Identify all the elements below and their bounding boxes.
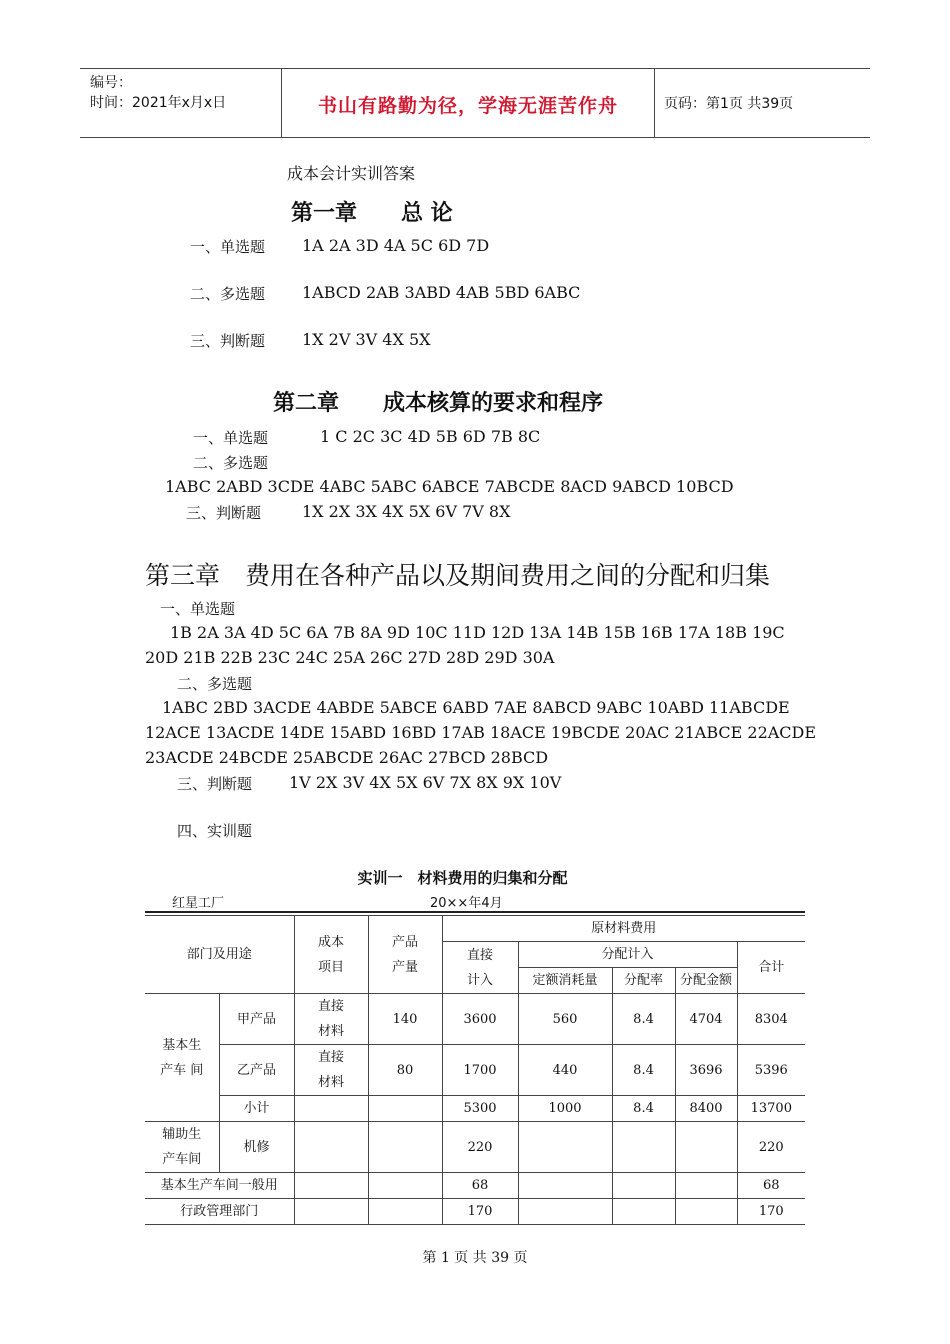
header-motto: 书山有路勤为径，学海无涯苦作舟 [317,95,618,117]
row-total: 220 [737,1122,805,1173]
ch2-judge-label: 三、判断题 [186,504,262,522]
table-row [145,994,805,1045]
table-row [145,1045,805,1096]
table-row [145,1199,805,1225]
header-divider [654,69,655,137]
ch3-judge-answers: 1V 2X 3V 4X 5X 6V 7X 8X 9X 10V [289,773,562,792]
doc-title: 成本会计实训答案 [287,164,416,183]
row-total: 170 [737,1199,805,1225]
header-cost-item: 成本 项目 [294,916,368,994]
ch3-single-label: 一、单选题 [160,600,236,618]
header-meta [90,73,226,113]
row-direct: 3600 [442,994,518,1045]
ch2-judge-answers: 1X 2X 3X 4X 5X 6V 7V 8X [302,502,511,521]
row-total: 13700 [737,1096,805,1122]
row-total: 5396 [737,1045,805,1096]
row-cost-item: 直接 材料 [294,994,368,1045]
ch3-judge-label: 三、判断题 [177,775,253,793]
ch1-judge-label: 三、判断题 [190,332,266,350]
row-label: 基本生产车间一般用 [145,1173,294,1199]
doc-number: 编号： [90,75,132,91]
row-direct: 1700 [442,1045,518,1096]
row-direct: 220 [442,1122,518,1173]
ch3-single-line-1: 1B 2A 3A 4D 5C 6A 7B 8A 9D 10C 11D 12D 13A 14B 15B 16B 17A 18B 19C [170,623,785,642]
ch3-multi-line-2: 12ACE 13ACDE 14DE 15ABD 16BD 17AB 18ACE 19BCDE 20AC 21ABCE 22ACDE [145,723,817,742]
table-row [145,1096,805,1122]
page-header [80,68,870,138]
table-company: 红星工厂 [172,896,225,911]
header-total: 合计 [737,942,805,994]
workshop-label: 基本生 产车 间 [145,994,219,1122]
chapter-2-title: 第二章 成本核算的要求和程序 [273,391,604,416]
ch3-multi-label: 二、多选题 [177,675,253,693]
header-direct: 直接 计入 [442,942,518,994]
row-rate: 8.4 [612,1045,675,1096]
ch2-multi-label: 二、多选题 [193,454,269,472]
material-cost-table [145,915,805,1225]
row-product: 机修 [219,1122,294,1173]
row-product: 甲产品 [219,994,294,1045]
table-row [145,1122,805,1173]
table-caption: 实训一 材料费用的归集和分配 [357,869,568,887]
row-output [368,1096,442,1122]
header-page-number: 页码：第1页 共39页 [664,96,794,112]
ch1-multi-answers: 1ABCD 2AB 3ABD 4AB 5BD 6ABC [302,283,581,302]
row-quota: 440 [518,1045,612,1096]
ch3-multi-line-3: 23ACDE 24BCDE 25ABCDE 26AC 27BCD 28BCD [145,748,549,767]
doc-time: 时间：2021年x月x日 [90,95,227,111]
row-direct: 170 [442,1199,518,1225]
row-product: 乙产品 [219,1045,294,1096]
ch1-multi-label: 二、多选题 [190,285,266,303]
table-top-rule [145,911,805,913]
row-quota: 560 [518,994,612,1045]
ch3-multi-line-1: 1ABC 2BD 3ACDE 4ABDE 5ABCE 6ABD 7AE 8ABCD 9ABC 10ABD 11ABCDE [162,698,790,717]
header-rate: 分配率 [612,968,675,994]
header-amount: 分配金额 [675,968,737,994]
chapter-1-title: 第一章 总 论 [291,201,453,226]
row-label: 行政管理部门 [145,1199,294,1225]
header-allocated: 分配计入 [518,942,737,968]
ch1-judge-answers: 1X 2V 3V 4X 5X [302,330,431,349]
ch3-practice-label: 四、实训题 [177,822,253,840]
table-date: 20××年4月 [430,896,503,911]
row-output: 140 [368,994,442,1045]
row-direct: 5300 [442,1096,518,1122]
ch1-single-answers: 1A 2A 3D 4A 5C 6D 7D [302,236,490,255]
row-product: 小计 [219,1096,294,1122]
ch2-single-label: 一、单选题 [193,429,269,447]
table-row [145,1173,805,1199]
row-amount: 4704 [675,994,737,1045]
row-cost-item [294,1096,368,1122]
ch2-multi-answers: 1ABC 2ABD 3CDE 4ABC 5ABC 6ABCE 7ABCDE 8ACD 9ABCD 10BCD [165,477,734,496]
row-quota: 1000 [518,1096,612,1122]
row-amount: 3696 [675,1045,737,1096]
ch2-single-answers: 1 C 2C 3C 4D 5B 6D 7B 8C [320,427,541,446]
header-output: 产品 产量 [368,916,442,994]
header-raw-material: 原材料费用 [442,916,805,942]
row-rate: 8.4 [612,1096,675,1122]
header-dept: 部门及用途 [145,916,294,994]
chapter-3-title: 第三章 费用在各种产品以及期间费用之间的分配和归集 [145,561,771,590]
row-total: 68 [737,1173,805,1199]
ch1-single-label: 一、单选题 [190,238,266,256]
header-quota: 定额消耗量 [518,968,612,994]
page-footer: 第 1 页 共 39 页 [422,1250,528,1266]
row-rate: 8.4 [612,994,675,1045]
row-amount: 8400 [675,1096,737,1122]
row-cost-item: 直接 材料 [294,1045,368,1096]
ch3-single-line-2: 20D 21B 22B 23C 24C 25A 26C 27D 28D 29D 30A [145,648,555,667]
row-total: 8304 [737,994,805,1045]
row-direct: 68 [442,1173,518,1199]
row-output: 80 [368,1045,442,1096]
aux-workshop-label: 辅助生 产车间 [145,1122,219,1173]
